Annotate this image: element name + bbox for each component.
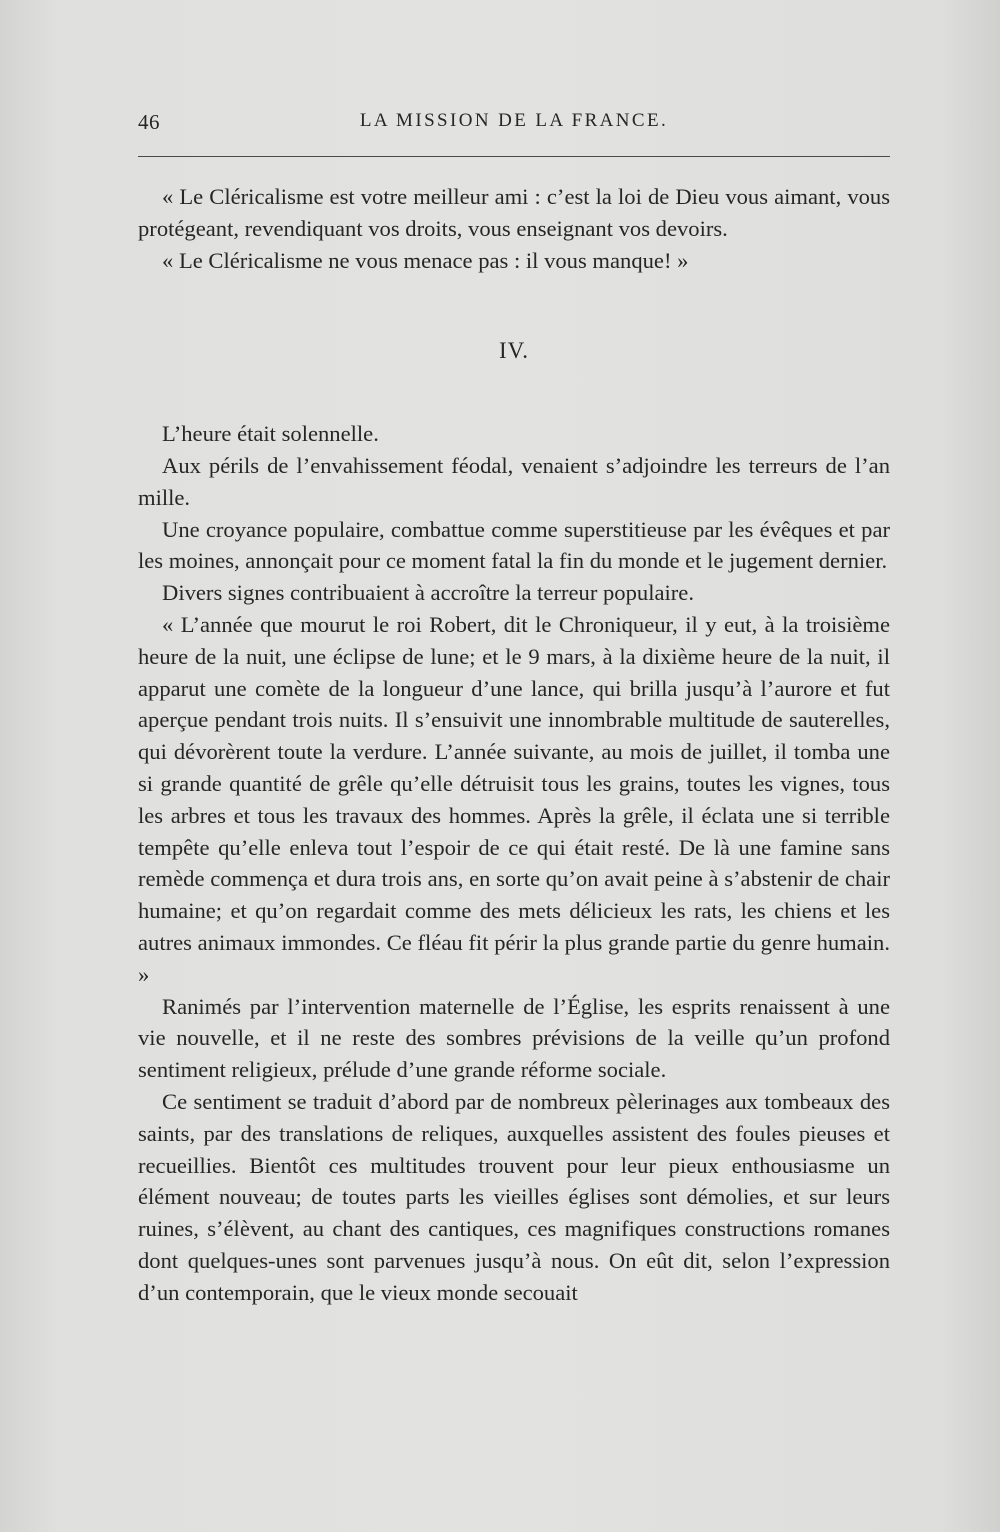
- paragraph: Une croyance populaire, combattue comme superstitieuse par les évêques et par les moines, annonçait pour ce moment fatal la fin du monde et le jugement dernier.: [138, 516, 890, 574]
- paragraph: Aux périls de l’envahissement féodal, venaient s’adjoindre les terreurs de l’an mille.: [138, 452, 890, 510]
- paragraph: Divers signes contribuaient à accroître la terreur populaire.: [162, 580, 694, 606]
- paragraph: L’heure était solennelle.: [162, 421, 379, 447]
- page-number: 46: [138, 110, 160, 134]
- body-text: [138, 181, 890, 1309]
- header-rule: [138, 156, 890, 157]
- paragraph: Ce sentiment se traduit d’abord par de nombreux pèlerinages aux tombeaux des saints, par des translations de reliques, auxquelles assistent des foules pieuses et recueillies. Bientôt ces multitudes trouvent pour leur pieux enthousiasme un élément nouveau; de toutes parts les vieilles églises sont démolies, et sur leurs ruines, s’élèvent, au chant des cantiques, ces magnifiques constructions romanes dont quelques-unes sont parvenues jusqu’à nous. On eût dit, selon l’expression d’un contemporain, que le vieux monde secouait: [138, 1088, 890, 1305]
- page-header: [138, 110, 890, 140]
- paragraph: « Le Cléricalisme est votre meilleur ami : c’est la loi de Dieu vous aimant, vous protégeant, revendiquant vos droits, vous enseignant vos devoirs.: [138, 184, 890, 241]
- paragraph: Ranimés par l’intervention maternelle de l’Église, les esprits renaissent à une vie nouvelle, et il ne reste des sombres prévisions de la veille qu’un profond sentiment religieux, prélude d’une grande réforme sociale.: [138, 993, 890, 1083]
- section-heading: IV.: [498, 338, 530, 364]
- paragraph: « Le Cléricalisme ne vous menace pas : il vous manque! »: [162, 247, 689, 273]
- chronicle-quote: « L’année que mourut le roi Robert, dit le Chroniqueur, il y eut, à la troisième heure de la nuit, une éclipse de lune; et le 9 mars, à la dixième heure de la nuit, il apparut une comète de la longueur d’une lance, qui brilla jusqu’à l’aurore et fut aperçue pendant trois nuits. Il s’ensuivit une innombrable multitude de sauterelles, qui dévorèrent toute la verdure. L’année suivante, au mois de juillet, il tomba une si grande quantité de grêle qu’elle détruisit tous les grains, toutes les vignes, tous les arbres et tous les travaux des hommes. Après la grêle, il éclata une si terrible tempête qu’elle enleva tout l’espoir de ce qui était resté. De là une famine sans remède commença et dura trois ans, en sorte qu’on avait peine à s’abstenir de chair humaine; et qu’on regardait comme des mets délicieux les rats, les chiens et les autres animaux immondes. Ce fléau fit périr la plus grande partie du genre humain. »: [138, 611, 890, 987]
- running-title: LA MISSION DE LA FRANCE.: [359, 110, 669, 131]
